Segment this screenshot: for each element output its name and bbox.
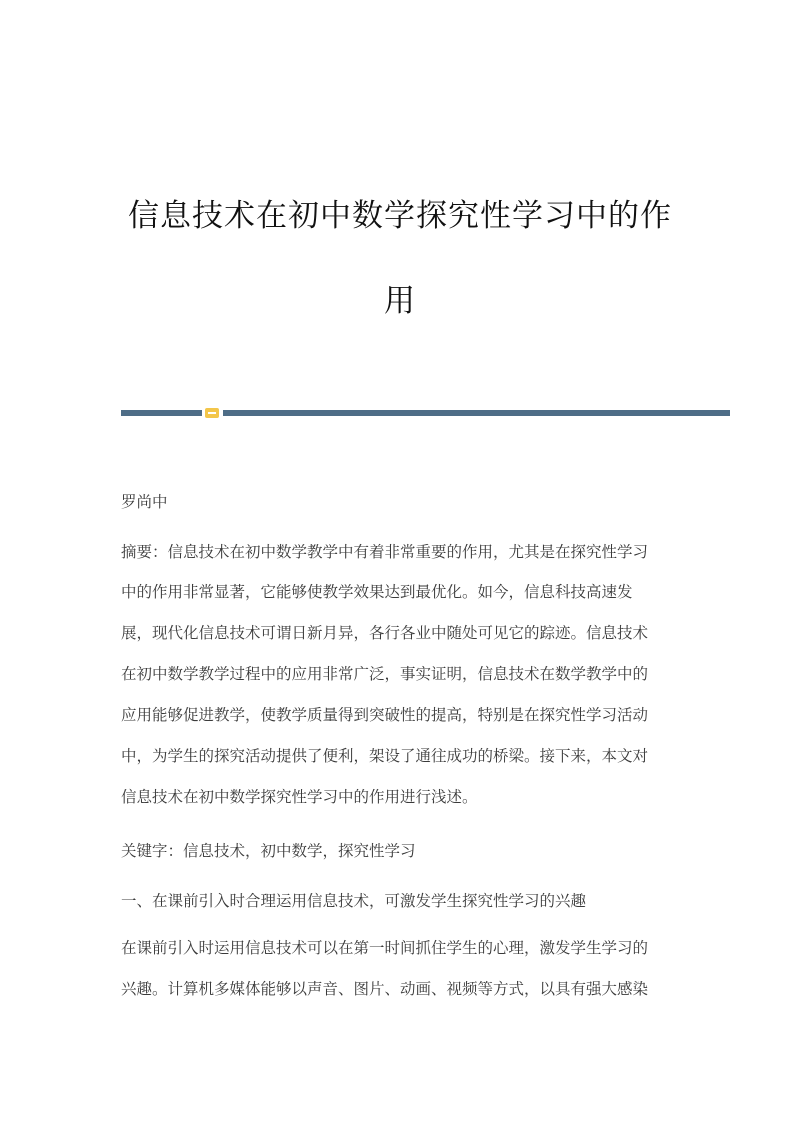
abstract-line: 中的作用非常显著，它能够使教学效果达到最优化。如今，信息科技高速发: [121, 583, 633, 601]
author-name: 罗尚中: [121, 493, 168, 511]
section-heading: 一、在课前引入时合理运用信息技术，可激发学生探究性学习的兴趣: [121, 892, 587, 910]
divider-ornament-icon: [205, 408, 219, 418]
abstract-line: 在初中数学教学过程中的应用非常广泛，事实证明，信息技术在数学教学中的: [121, 665, 649, 683]
abstract-line: 展，现代化信息技术可谓日新月异，各行各业中随处可见它的踪迹。信息技术: [121, 624, 649, 642]
abstract-line: 应用能够促进教学，使教学质量得到突破性的提高，特别是在探究性学习活动: [121, 706, 649, 724]
divider-right-bar: [223, 410, 730, 416]
abstract-line: 摘要：信息技术在初中数学教学中有着非常重要的作用，尤其是在探究性学习: [121, 543, 649, 561]
abstract-line: 中，为学生的探究活动提供了便利，架设了通往成功的桥梁。接下来，本文对: [121, 747, 649, 765]
keywords: 关键字：信息技术，初中数学，探究性学习: [121, 842, 416, 860]
page-title-line-2: 用: [384, 283, 416, 319]
title-divider: [121, 408, 730, 418]
abstract-line: 信息技术在初中数学探究性学习中的作用进行浅述。: [121, 788, 478, 806]
body-paragraph-line: 兴趣。计算机多媒体能够以声音、图片、动画、视频等方式，以具有强大感染: [121, 980, 649, 998]
divider-left-bar: [121, 410, 202, 416]
body-paragraph-line: 在课前引入时运用信息技术可以在第一时间抓住学生的心理，激发学生学习的: [121, 939, 649, 957]
page-title-line-1: 信息技术在初中数学探究性学习中的作: [128, 198, 672, 234]
